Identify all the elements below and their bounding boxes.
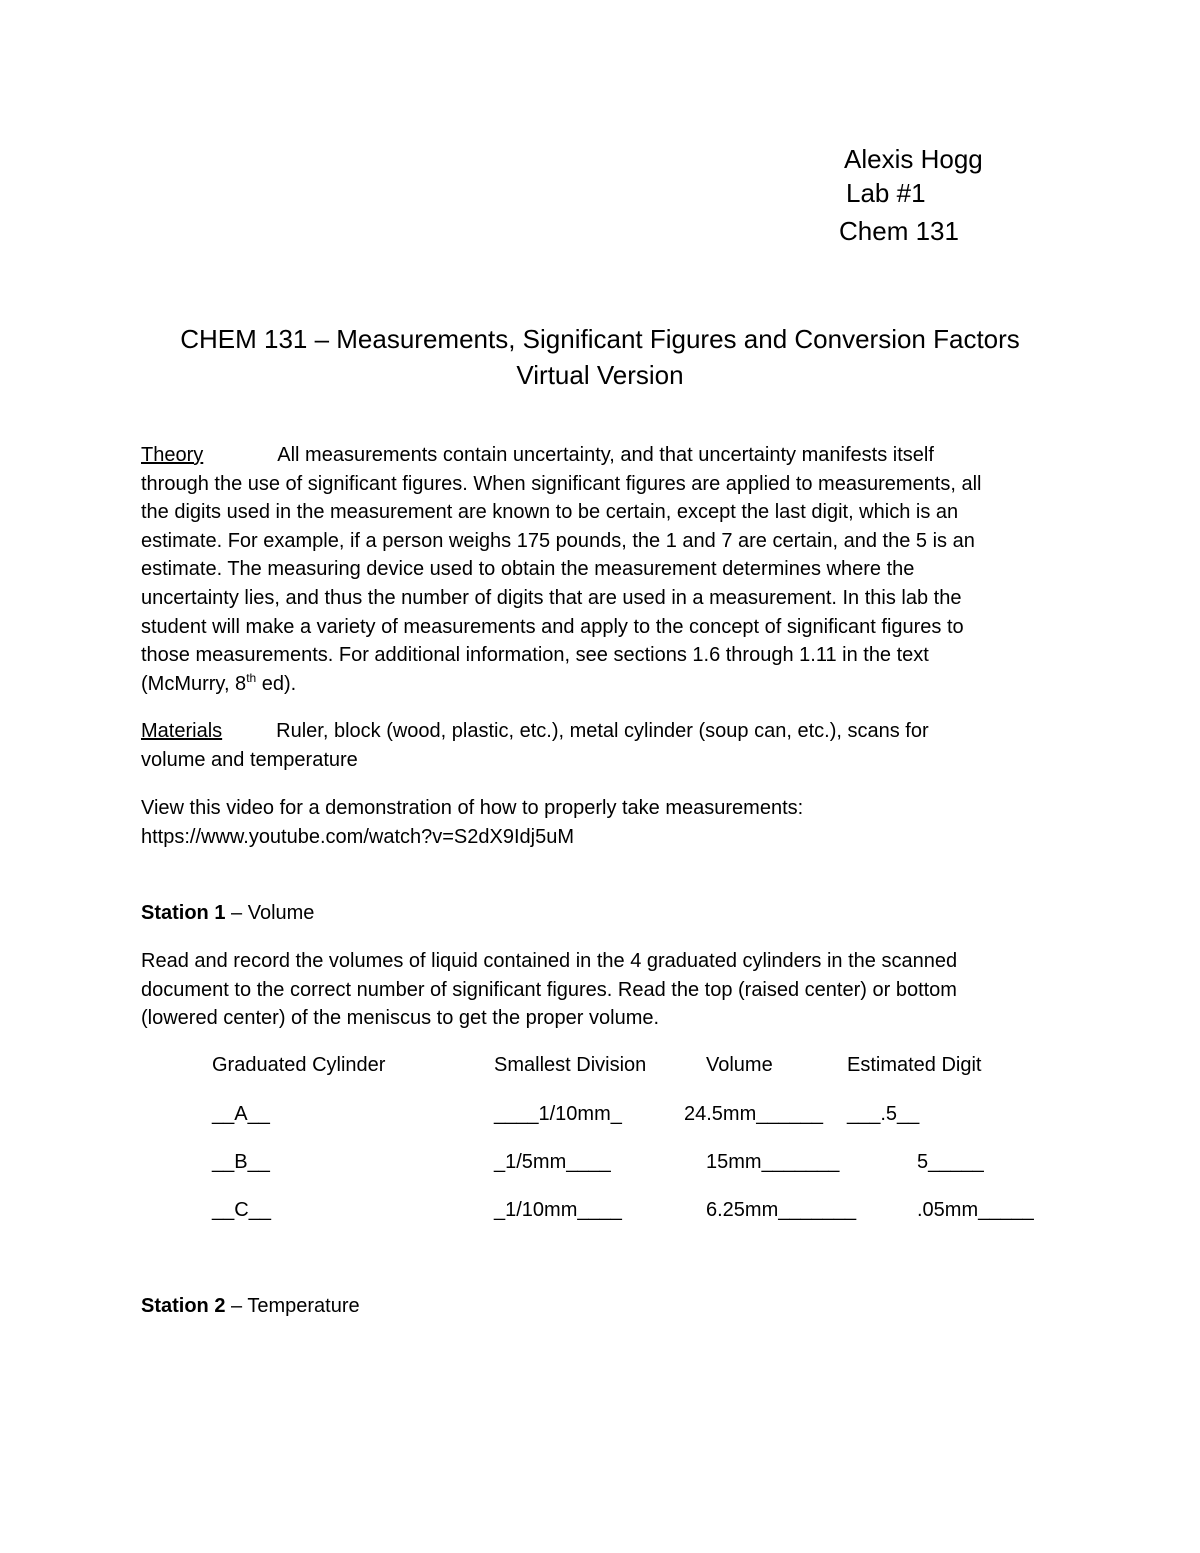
video-text: View this video for a demonstration of how to properly take measurements: <box>141 797 804 819</box>
row-c-division: _1/10mm____ <box>494 1199 622 1221</box>
materials-text-1: Ruler, block (wood, plastic, etc.), metal cylinder (soup can, etc.), scans for <box>276 720 929 742</box>
theory-line-3: the digits used in the measurement are known to be certain, except the last digit, which is an <box>141 501 959 524</box>
instructions-line-3: (lowered center) of the meniscus to get the proper volume. <box>141 1007 660 1030</box>
station-2-dash: – <box>225 1295 248 1317</box>
theory-line-4: estimate. For example, if a person weighs 175 pounds, the 1 and 7 are certain, and the 5 is an <box>141 529 975 552</box>
theory-line-6: uncertainty lies, and thus the number of digits that are used in a measurement. In this lab the <box>141 586 962 609</box>
materials-line-2: volume and temperature <box>141 748 358 771</box>
materials-line-1 <box>141 717 1066 746</box>
station-1-instructions <box>141 947 1066 1033</box>
row-c-cylinder: __C__ <box>212 1199 271 1221</box>
theory-line-7: student will make a variety of measurements and apply to the concept of significant figures to <box>141 615 964 638</box>
citation-prefix: (McMurry, 8 <box>141 672 247 695</box>
station-1-topic: Volume <box>247 902 315 924</box>
citation-suffix: ed). <box>256 672 297 695</box>
theory-line-5: estimate. The measuring device used to obtain the measurement determines where the <box>141 558 915 581</box>
row-a-division: ____1/10mm_ <box>494 1103 622 1125</box>
header-graduated-cylinder: Graduated Cylinder <box>212 1054 386 1076</box>
video-paragraph <box>141 794 1066 851</box>
video-link[interactable]: https://www.youtube.com/watch?v=S2dX9Idj5uM <box>141 825 575 848</box>
course-name: Chem 131 <box>839 216 959 246</box>
theory-text-1: All measurements contain uncertainty, and that uncertainty manifests itself <box>277 444 934 466</box>
theory-line-9 <box>141 670 1066 699</box>
header-volume: Volume <box>706 1054 773 1076</box>
document-subtitle: Virtual Version <box>516 360 684 390</box>
theory-label: Theory <box>141 444 204 466</box>
document-title: CHEM 131 – Measurements, Significant Figures and Conversion Factors <box>180 324 1020 354</box>
theory-paragraph <box>141 441 1066 698</box>
row-a-estimate: ___.5__ <box>847 1103 920 1125</box>
row-b-volume: 15mm_______ <box>706 1151 840 1173</box>
instructions-line-1: Read and record the volumes of liquid contained in the 4 graduated cylinders in the scanned <box>141 950 958 972</box>
station-1-dash: – <box>225 902 248 924</box>
theory-line-2: through the use of significant figures. When significant figures are applied to measurements, all <box>141 472 982 495</box>
lab-number: Lab #1 <box>846 178 926 208</box>
row-c-volume: 6.25mm_______ <box>706 1199 857 1221</box>
materials-label: Materials <box>141 720 223 742</box>
header-estimated-digit: Estimated Digit <box>847 1054 982 1076</box>
header-smallest-division: Smallest Division <box>494 1054 647 1076</box>
materials-paragraph <box>141 717 1066 774</box>
row-b-estimate: 5_____ <box>917 1151 984 1173</box>
row-a-cylinder: __A__ <box>212 1103 270 1125</box>
station-1-heading <box>141 899 314 927</box>
station-2-heading <box>141 1292 360 1320</box>
theory-line-8: those measurements. For additional information, see sections 1.6 through 1.11 in the text <box>141 644 929 667</box>
theory-line-1 <box>141 441 1066 470</box>
citation-superscript: th <box>246 670 257 685</box>
row-b-division: _1/5mm____ <box>494 1151 611 1173</box>
row-b-cylinder: __B__ <box>212 1151 270 1173</box>
station-1-label: Station 1 <box>141 902 226 924</box>
row-a-volume: 24.5mm______ <box>684 1103 823 1125</box>
row-c-estimate: .05mm_____ <box>917 1199 1034 1221</box>
instructions-line-2: document to the correct number of significant figures. Read the top (raised center) or bottom <box>141 978 957 1001</box>
station-2-topic: Temperature <box>247 1295 360 1317</box>
student-name: Alexis Hogg <box>844 144 983 174</box>
station-2-label: Station 2 <box>141 1295 226 1317</box>
